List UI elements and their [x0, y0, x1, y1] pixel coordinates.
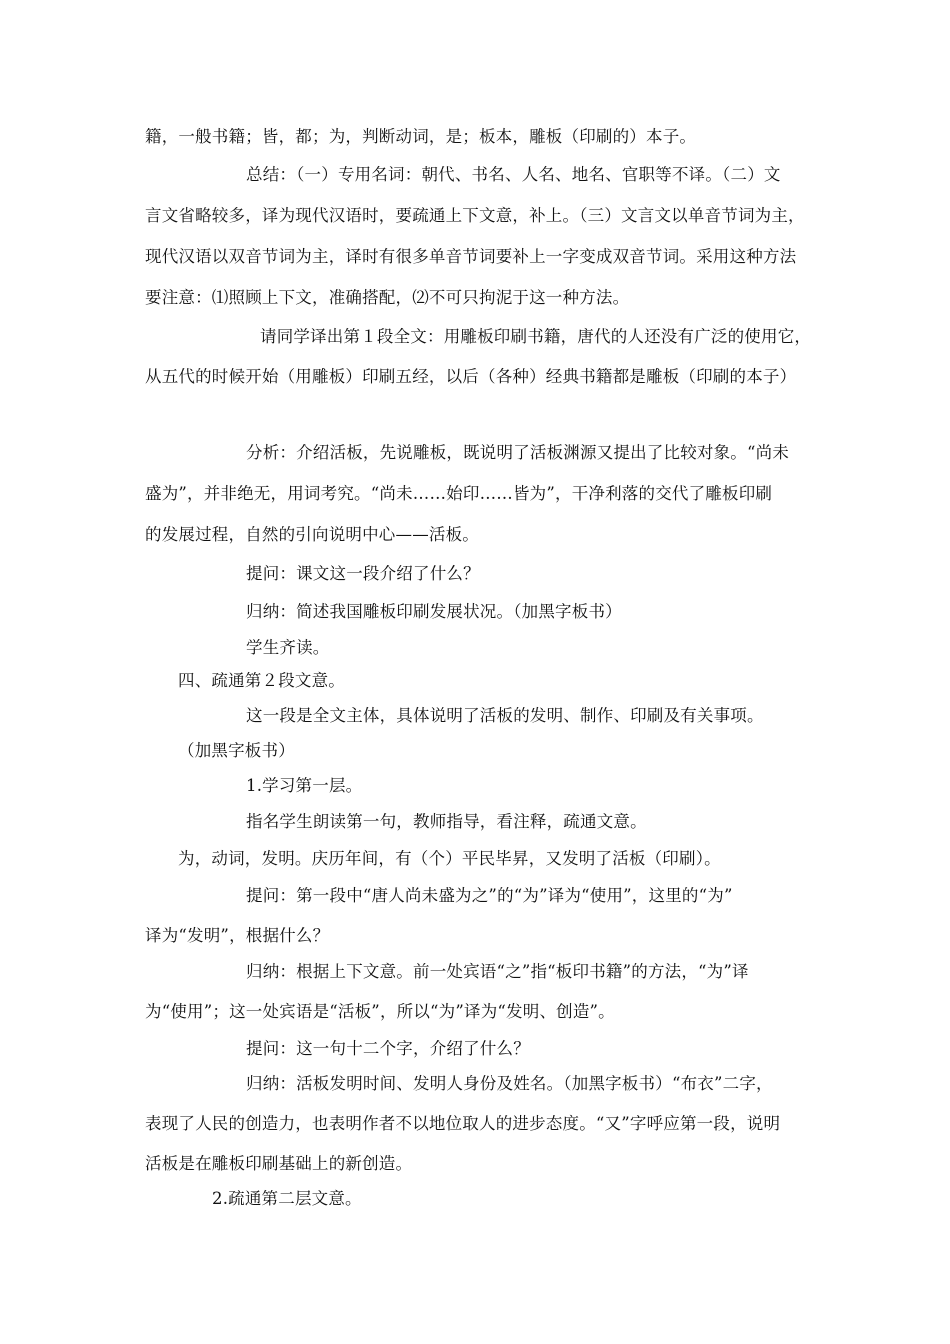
analysis-line: 分析：介绍活板，先说雕板，既说明了活板渊源又提出了比较对象。“尚未: [246, 443, 790, 462]
text-line: 为“使用”；这一处宾语是“活板”，所以“为”译为“发明、创造”。: [145, 1002, 615, 1021]
question-line: 提问：这一句十二个字，介绍了什么？: [246, 1039, 530, 1058]
answer-line: 归纳：活板发明时间、发明人身份及姓名。（加黑字板书）“布衣”二字，: [246, 1074, 773, 1093]
text-line: 言文省略较多，译为现代汉语时，要疏通上下文意，补上。（三）文言文以单音节词为主，: [145, 206, 805, 225]
text-line: 这一段是全文主体，具体说明了活板的发明、制作、印刷及有关事项。: [246, 706, 764, 725]
answer-line: 归纳：简述我国雕板印刷发展状况。（加黑字板书）: [246, 602, 622, 621]
text-line: 活板是在雕板印刷基础上的新创造。: [145, 1154, 413, 1173]
text-line: 译为“发明”，根据什么？: [145, 926, 330, 945]
summary-line: 总结：（一）专用名词：朝代、书名、人名、地名、官职等不译。（二）文: [246, 165, 781, 184]
translation-line: 请同学译出第１段全文：用雕板印刷书籍，唐代的人还没有广泛的使用它，: [260, 327, 812, 346]
question-line: 提问：课文这一段介绍了什么？: [246, 564, 480, 583]
text-line: 从五代的时候开始（用雕板）印刷五经，以后（各种）经典书籍都是雕板（印刷的本子）: [145, 367, 797, 386]
subsection-heading: 2.疏通第二层文意。: [212, 1189, 362, 1208]
text-line: 指名学生朗读第一句，教师指导，看注释，疏通文意。: [246, 812, 647, 831]
subsection-heading: 1.学习第一层。: [246, 776, 363, 795]
text-line: 的发展过程，自然的引向说明中心——活板。: [145, 525, 479, 544]
text-line: 现代汉语以双音节词为主，译时有很多单音节词要补上一字变成双音节词。采用这种方法: [145, 247, 797, 266]
board-note: （加黑字板书）: [178, 741, 295, 760]
question-line: 提问：第一段中“唐人尚未盛为之”的“为”译为“使用”，这里的“为”: [246, 886, 733, 905]
text-line: 籍，一般书籍；皆，都；为，判断动词，是；板本，雕板（印刷的）本子。: [145, 127, 697, 146]
text-line: 为，动词，发明。庆历年间，有（个）平民毕昇，又发明了活板（印刷）。: [178, 849, 721, 868]
text-line: 要注意：⑴照顾上下文，准确搭配，⑵不可只拘泥于这一种方法。: [145, 288, 630, 307]
text-line: 盛为”，并非绝无，用词考究。“尚未……始印……皆为”，干净利落的交代了雕板印刷: [145, 484, 773, 503]
text-line: 表现了人民的创造力，也表明作者不以地位取人的进步态度。“又”字呼应第一段，说明: [145, 1114, 781, 1133]
text-line: 学生齐读。: [246, 638, 330, 657]
section-heading: 四、疏通第２段文意。: [178, 671, 345, 690]
answer-line: 归纳：根据上下文意。前一处宾语“之”指“板印书籍”的方法，“为”译: [246, 962, 749, 981]
